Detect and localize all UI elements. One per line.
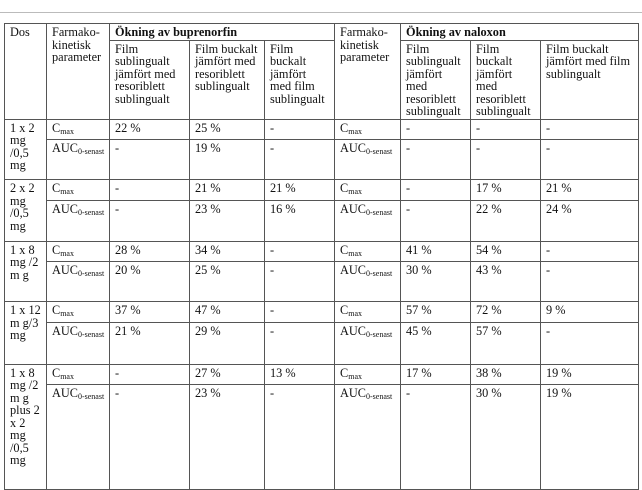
param-cell-left	[47, 364, 110, 385]
dose-row-auc	[5, 200, 639, 241]
subheader-n2: Film buckalt jämfört med resoriblett sublingualt	[471, 40, 541, 119]
value-cell-nal-2: 43 %	[471, 262, 541, 302]
param-cell-right	[335, 119, 401, 140]
header-dos: Dos	[5, 24, 47, 120]
param-cell-left	[47, 385, 110, 490]
value-cell-nal-1: -	[401, 119, 471, 140]
value-cell-nal-1: 45 %	[401, 322, 471, 364]
cmax-label: C	[52, 303, 61, 317]
value-cell-nal-1: 57 %	[401, 302, 471, 323]
param-cell-right	[335, 322, 401, 364]
param-cell-left	[47, 140, 110, 180]
value-cell-bup-2: 19 %	[190, 140, 265, 180]
auc-label: AUC	[340, 386, 366, 400]
header-param-left: Farmako-kinetisk parameter	[47, 24, 110, 120]
value-cell-nal-3: 19 %	[541, 364, 639, 385]
param-cell-left	[47, 302, 110, 323]
param-cell-right	[335, 302, 401, 323]
cmax-label: C	[340, 181, 349, 195]
param-cell-right	[335, 200, 401, 241]
dose-row-cmax	[5, 180, 639, 201]
auc-subscript: 0-senast	[77, 329, 105, 339]
cmax-label: C	[340, 242, 349, 257]
pk-comparison-table	[4, 23, 639, 490]
param-cell-right	[335, 364, 401, 385]
value-cell-nal-3: 21 %	[541, 180, 639, 201]
cmax-subscript: max	[348, 371, 362, 381]
value-cell-bup-2: 25 %	[190, 262, 265, 302]
value-cell-nal-3: 9 %	[541, 302, 639, 323]
value-cell-bup-2: 27 %	[190, 364, 265, 385]
value-cell-bup-2: 29 %	[190, 322, 265, 364]
param-cell-left	[47, 119, 110, 140]
dose-row-auc	[5, 140, 639, 180]
value-cell-bup-2: 23 %	[190, 385, 265, 490]
value-cell-nal-3: -	[541, 241, 639, 262]
value-cell-nal-1: 30 %	[401, 262, 471, 302]
value-cell-bup-2: 47 %	[190, 302, 265, 323]
value-cell-bup-2: 25 %	[190, 119, 265, 140]
auc-subscript: 0-senast	[77, 269, 105, 278]
value-cell-nal-3: -	[541, 140, 639, 180]
value-cell-bup-3: -	[265, 241, 335, 262]
param-cell-left	[47, 180, 110, 201]
cmax-subscript: max	[60, 126, 74, 136]
auc-label: AUC	[52, 386, 78, 400]
table-body	[5, 119, 639, 490]
value-cell-bup-1: 20 %	[110, 262, 190, 302]
value-cell-bup-2: 34 %	[190, 241, 265, 262]
value-cell-nal-3: 19 %	[541, 385, 639, 490]
param-cell-right	[335, 385, 401, 490]
value-cell-nal-2: 54 %	[471, 241, 541, 262]
dose-row-cmax	[5, 364, 639, 385]
cmax-label: C	[340, 303, 349, 317]
value-cell-bup-3: -	[265, 302, 335, 323]
value-cell-bup-1: -	[110, 140, 190, 180]
value-cell-nal-2: -	[471, 140, 541, 180]
value-cell-bup-3: -	[265, 119, 335, 140]
cmax-label: C	[52, 120, 61, 135]
header-group-buprenorfin: Ökning av buprenorfin	[110, 24, 335, 41]
auc-subscript: 0-senast	[77, 147, 105, 156]
value-cell-nal-2: 38 %	[471, 364, 541, 385]
subheader-n1: Film sublingualt jämfört med resoriblett sublingualt	[401, 40, 471, 119]
cmax-label: C	[52, 242, 61, 257]
value-cell-nal-2: 72 %	[471, 302, 541, 323]
subheader-b2: Film buckalt jämfört med resoriblett sublingualt	[190, 40, 265, 119]
cmax-label: C	[52, 365, 61, 380]
cmax-subscript: max	[60, 248, 74, 258]
value-cell-bup-3: -	[265, 322, 335, 364]
auc-subscript: 0-senast	[365, 269, 393, 278]
subheader-b1: Film sublingualt jämfört med resoriblett sublingualt	[110, 40, 190, 119]
value-cell-nal-1: -	[401, 200, 471, 241]
param-cell-right	[335, 180, 401, 201]
param-cell-right	[335, 241, 401, 262]
value-cell-nal-2: 57 %	[471, 322, 541, 364]
dose-row-cmax	[5, 241, 639, 262]
dose-cell: 1 x 2 mg /0,5 mg	[5, 119, 47, 180]
value-cell-bup-3: 13 %	[265, 364, 335, 385]
param-cell-right	[335, 140, 401, 180]
auc-label: AUC	[52, 263, 78, 277]
dose-row-cmax	[5, 302, 639, 323]
auc-subscript: 0-senast	[365, 207, 393, 217]
value-cell-bup-2: 21 %	[190, 180, 265, 201]
header-group-naloxon: Ökning av naloxon	[401, 24, 639, 41]
auc-subscript: 0-senast	[77, 392, 105, 401]
value-cell-bup-1: 22 %	[110, 119, 190, 140]
dose-row-auc	[5, 385, 639, 490]
value-cell-nal-1: 41 %	[401, 241, 471, 262]
subheader-n3: Film buckalt jämfört med film sublingualt	[541, 40, 639, 119]
dose-cell: 1 x 8 mg /2 m g	[5, 241, 47, 302]
auc-subscript: 0-senast	[365, 329, 393, 339]
auc-subscript: 0-senast	[365, 147, 393, 156]
value-cell-bup-1: -	[110, 200, 190, 241]
value-cell-bup-3: -	[265, 262, 335, 302]
value-cell-nal-1: -	[401, 385, 471, 490]
param-cell-left	[47, 241, 110, 262]
auc-subscript: 0-senast	[77, 207, 105, 217]
value-cell-bup-2: 23 %	[190, 200, 265, 241]
value-cell-bup-3: 21 %	[265, 180, 335, 201]
header-param-right: Farmako-kinetisk parameter	[335, 24, 401, 120]
value-cell-bup-3: -	[265, 140, 335, 180]
header-row-1	[5, 24, 639, 41]
value-cell-nal-1: -	[401, 140, 471, 180]
dose-cell: 1 x 8 mg /2 m g plus 2 x 2 mg /0,5 mg	[5, 364, 47, 490]
value-cell-bup-3: -	[265, 385, 335, 490]
cmax-label: C	[340, 365, 349, 380]
value-cell-bup-3: 16 %	[265, 200, 335, 241]
value-cell-bup-1: -	[110, 364, 190, 385]
auc-subscript: 0-senast	[365, 392, 393, 401]
auc-label: AUC	[340, 263, 366, 277]
param-cell-right	[335, 262, 401, 302]
cmax-subscript: max	[60, 187, 74, 196]
auc-label: AUC	[340, 323, 366, 338]
auc-label: AUC	[52, 323, 78, 338]
cmax-subscript: max	[348, 126, 362, 136]
dose-cell: 2 x 2 mg /0,5 mg	[5, 180, 47, 242]
value-cell-bup-1: -	[110, 180, 190, 201]
dose-cell: 1 x 12 m g/3 mg	[5, 302, 47, 365]
dose-row-cmax	[5, 119, 639, 140]
value-cell-nal-3: 24 %	[541, 200, 639, 241]
auc-label: AUC	[52, 141, 78, 155]
value-cell-bup-1: 28 %	[110, 241, 190, 262]
value-cell-bup-1: 37 %	[110, 302, 190, 323]
value-cell-nal-2: 22 %	[471, 200, 541, 241]
cmax-subscript: max	[348, 187, 362, 196]
cmax-label: C	[52, 181, 61, 195]
param-cell-left	[47, 322, 110, 364]
value-cell-nal-3: -	[541, 322, 639, 364]
param-cell-left	[47, 200, 110, 241]
cmax-subscript: max	[60, 309, 74, 318]
value-cell-nal-2: -	[471, 119, 541, 140]
window-top-strip	[0, 0, 642, 13]
auc-label: AUC	[340, 201, 366, 216]
value-cell-nal-3: -	[541, 119, 639, 140]
param-cell-left	[47, 262, 110, 302]
cmax-label: C	[340, 120, 349, 135]
value-cell-nal-2: 30 %	[471, 385, 541, 490]
value-cell-nal-2: 17 %	[471, 180, 541, 201]
auc-label: AUC	[52, 201, 78, 216]
value-cell-nal-3: -	[541, 262, 639, 302]
value-cell-bup-1: -	[110, 385, 190, 490]
cmax-subscript: max	[348, 309, 362, 318]
cmax-subscript: max	[60, 371, 74, 381]
value-cell-nal-1: 17 %	[401, 364, 471, 385]
value-cell-nal-1: -	[401, 180, 471, 201]
dose-row-auc	[5, 262, 639, 302]
auc-label: AUC	[340, 141, 366, 155]
cmax-subscript: max	[348, 248, 362, 258]
subheader-b3: Film buckalt jämfört med film sublingualt	[265, 40, 335, 119]
value-cell-bup-1: 21 %	[110, 322, 190, 364]
dose-row-auc	[5, 322, 639, 364]
